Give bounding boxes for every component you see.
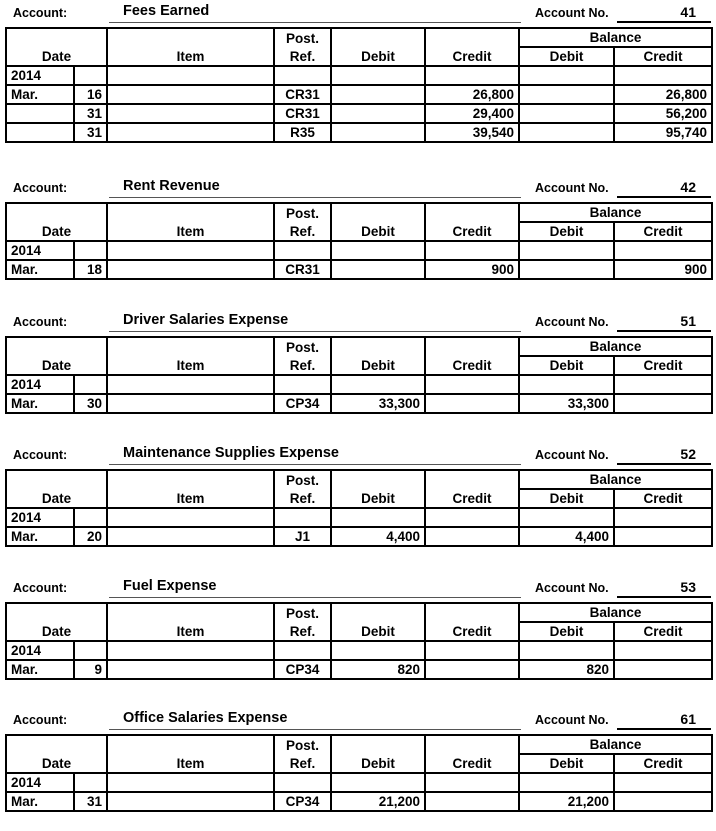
col-header-balance-credit: Credit <box>614 754 712 773</box>
col-header-balance-debit: Debit <box>519 622 614 641</box>
table-row <box>6 394 712 413</box>
account-name-field <box>109 311 521 332</box>
col-header-balance-credit: Credit <box>614 222 712 241</box>
empty-cell <box>519 641 614 660</box>
col-header-balance: Balance <box>519 735 712 754</box>
empty-cell <box>107 773 274 792</box>
empty-cell <box>331 66 425 85</box>
account-no-field <box>617 444 711 465</box>
col-header-date: Date <box>6 28 107 66</box>
col-header-balance: Balance <box>519 28 712 47</box>
account-no-field <box>617 577 711 598</box>
col-header-item: Item <box>107 470 274 508</box>
col-header-item: Item <box>107 603 274 641</box>
empty-cell <box>331 508 425 527</box>
empty-cell <box>425 773 519 792</box>
ledger-table <box>5 469 713 547</box>
empty-cell <box>274 508 331 527</box>
account-name-field <box>109 709 521 730</box>
debit-cell: 33,300 <box>331 394 425 413</box>
empty-cell <box>519 375 614 394</box>
credit-cell: 29,400 <box>425 104 519 123</box>
col-header-ref: Ref. <box>274 356 331 375</box>
col-header-debit: Debit <box>331 203 425 241</box>
ledger-table <box>5 202 713 280</box>
account-no-label: Account No. <box>535 448 609 462</box>
credit-cell: 39,540 <box>425 123 519 142</box>
ledger-account <box>0 444 716 544</box>
empty-cell <box>614 773 712 792</box>
col-header-date: Date <box>6 203 107 241</box>
account-no-label: Account No. <box>535 6 609 20</box>
post-ref-cell: CP34 <box>274 394 331 413</box>
col-header-balance-debit: Debit <box>519 47 614 66</box>
account-number: 53 <box>680 579 696 595</box>
empty-cell <box>107 508 274 527</box>
day-cell: 9 <box>74 660 107 679</box>
ledger-table <box>5 734 713 812</box>
col-header-post: Post. <box>274 603 331 622</box>
account-name-field <box>109 577 521 598</box>
empty-cell <box>274 641 331 660</box>
empty-cell <box>331 641 425 660</box>
empty-cell <box>519 773 614 792</box>
day-cell: 31 <box>74 123 107 142</box>
col-header-item: Item <box>107 735 274 773</box>
col-header-balance: Balance <box>519 470 712 489</box>
table-row <box>6 85 712 104</box>
col-header-credit: Credit <box>425 603 519 641</box>
post-ref-cell: J1 <box>274 527 331 546</box>
col-header-debit: Debit <box>331 603 425 641</box>
balance-credit-cell <box>614 792 712 811</box>
account-label: Account: <box>13 6 68 20</box>
post-ref-cell: CP34 <box>274 792 331 811</box>
day-cell: 31 <box>74 104 107 123</box>
account-no-label: Account No. <box>535 581 609 595</box>
year-row <box>6 66 712 85</box>
balance-credit-cell <box>614 660 712 679</box>
col-header-credit: Credit <box>425 470 519 508</box>
post-ref-cell: R35 <box>274 123 331 142</box>
balance-credit-cell <box>614 527 712 546</box>
item-cell <box>107 85 274 104</box>
item-cell <box>107 123 274 142</box>
col-header-ref: Ref. <box>274 222 331 241</box>
post-ref-cell: CR31 <box>274 260 331 279</box>
col-header-post: Post. <box>274 337 331 356</box>
account-header <box>0 577 716 601</box>
ledger-table <box>5 602 713 680</box>
item-cell <box>107 792 274 811</box>
table-row <box>6 660 712 679</box>
empty-cell <box>425 241 519 260</box>
item-cell <box>107 527 274 546</box>
post-ref-cell: CP34 <box>274 660 331 679</box>
table-row <box>6 527 712 546</box>
table-row <box>6 260 712 279</box>
empty-cell <box>425 66 519 85</box>
account-no-label: Account No. <box>535 181 609 195</box>
month-cell: Mar. <box>6 85 74 104</box>
credit-cell <box>425 792 519 811</box>
debit-cell <box>331 85 425 104</box>
month-cell: Mar. <box>6 792 74 811</box>
balance-credit-cell: 26,800 <box>614 85 712 104</box>
balance-credit-cell: 900 <box>614 260 712 279</box>
empty-cell <box>74 241 107 260</box>
account-header <box>0 709 716 733</box>
credit-cell <box>425 660 519 679</box>
account-no-field <box>617 709 711 730</box>
month-cell <box>6 104 74 123</box>
empty-cell <box>331 375 425 394</box>
account-name: Fees Earned <box>123 3 210 19</box>
col-header-debit: Debit <box>331 337 425 375</box>
account-label: Account: <box>13 448 68 462</box>
item-cell <box>107 394 274 413</box>
header-row-top <box>6 735 712 754</box>
col-header-post: Post. <box>274 203 331 222</box>
col-header-balance-debit: Debit <box>519 222 614 241</box>
ledger-account <box>0 311 716 411</box>
credit-cell: 900 <box>425 260 519 279</box>
balance-debit-cell: 4,400 <box>519 527 614 546</box>
col-header-debit: Debit <box>331 735 425 773</box>
empty-cell <box>74 508 107 527</box>
credit-cell: 26,800 <box>425 85 519 104</box>
debit-cell <box>331 260 425 279</box>
month-cell: Mar. <box>6 394 74 413</box>
header-row-top <box>6 203 712 222</box>
col-header-ref: Ref. <box>274 489 331 508</box>
credit-cell <box>425 527 519 546</box>
post-ref-cell: CR31 <box>274 104 331 123</box>
balance-debit-cell <box>519 85 614 104</box>
col-header-post: Post. <box>274 470 331 489</box>
month-cell: Mar. <box>6 527 74 546</box>
debit-cell <box>331 104 425 123</box>
empty-cell <box>74 66 107 85</box>
col-header-post: Post. <box>274 28 331 47</box>
col-header-balance-credit: Credit <box>614 47 712 66</box>
year-cell: 2014 <box>6 375 74 394</box>
account-no-label: Account No. <box>535 713 609 727</box>
empty-cell <box>107 241 274 260</box>
debit-cell: 820 <box>331 660 425 679</box>
item-cell <box>107 660 274 679</box>
col-header-credit: Credit <box>425 28 519 66</box>
col-header-balance-credit: Credit <box>614 489 712 508</box>
account-no-field <box>617 2 711 23</box>
balance-debit-cell: 21,200 <box>519 792 614 811</box>
empty-cell <box>274 375 331 394</box>
empty-cell <box>519 508 614 527</box>
col-header-ref: Ref. <box>274 754 331 773</box>
header-row-top <box>6 28 712 47</box>
header-row-top <box>6 337 712 356</box>
empty-cell <box>331 773 425 792</box>
empty-cell <box>107 641 274 660</box>
debit-cell <box>331 123 425 142</box>
empty-cell <box>425 375 519 394</box>
col-header-date: Date <box>6 603 107 641</box>
table-row <box>6 123 712 142</box>
empty-cell <box>74 773 107 792</box>
col-header-credit: Credit <box>425 203 519 241</box>
account-number: 52 <box>680 446 696 462</box>
empty-cell <box>425 508 519 527</box>
col-header-balance-debit: Debit <box>519 356 614 375</box>
ledger-account <box>0 577 716 677</box>
col-header-item: Item <box>107 203 274 241</box>
account-name-field <box>109 177 521 198</box>
empty-cell <box>614 375 712 394</box>
debit-cell: 21,200 <box>331 792 425 811</box>
account-label: Account: <box>13 181 68 195</box>
balance-credit-cell <box>614 394 712 413</box>
day-cell: 16 <box>74 85 107 104</box>
balance-debit-cell <box>519 104 614 123</box>
account-header <box>0 311 716 335</box>
empty-cell <box>74 375 107 394</box>
day-cell: 30 <box>74 394 107 413</box>
header-row-top <box>6 603 712 622</box>
col-header-debit: Debit <box>331 28 425 66</box>
day-cell: 18 <box>74 260 107 279</box>
col-header-debit: Debit <box>331 470 425 508</box>
year-cell: 2014 <box>6 66 74 85</box>
col-header-post: Post. <box>274 735 331 754</box>
account-name: Rent Revenue <box>123 178 220 194</box>
post-ref-cell: CR31 <box>274 85 331 104</box>
month-cell: Mar. <box>6 260 74 279</box>
credit-cell <box>425 394 519 413</box>
account-number: 51 <box>680 313 696 329</box>
empty-cell <box>614 508 712 527</box>
account-label: Account: <box>13 581 68 595</box>
col-header-ref: Ref. <box>274 47 331 66</box>
account-header <box>0 177 716 201</box>
year-row <box>6 508 712 527</box>
col-header-balance-debit: Debit <box>519 754 614 773</box>
item-cell <box>107 260 274 279</box>
empty-cell <box>614 641 712 660</box>
account-no-label: Account No. <box>535 315 609 329</box>
account-label: Account: <box>13 315 68 329</box>
debit-cell: 4,400 <box>331 527 425 546</box>
balance-debit-cell <box>519 123 614 142</box>
empty-cell <box>107 375 274 394</box>
account-header <box>0 444 716 468</box>
balance-debit-cell <box>519 260 614 279</box>
empty-cell <box>274 773 331 792</box>
balance-debit-cell: 820 <box>519 660 614 679</box>
col-header-item: Item <box>107 28 274 66</box>
ledger-table <box>5 336 713 414</box>
empty-cell <box>425 641 519 660</box>
year-row <box>6 241 712 260</box>
col-header-item: Item <box>107 337 274 375</box>
balance-credit-cell: 95,740 <box>614 123 712 142</box>
ledger-account <box>0 709 716 809</box>
table-row <box>6 792 712 811</box>
empty-cell <box>614 66 712 85</box>
account-name: Office Salaries Expense <box>123 710 288 726</box>
header-row-top <box>6 470 712 489</box>
col-header-balance-debit: Debit <box>519 489 614 508</box>
col-header-date: Date <box>6 735 107 773</box>
col-header-balance-credit: Credit <box>614 622 712 641</box>
empty-cell <box>74 641 107 660</box>
item-cell <box>107 104 274 123</box>
ledger-table <box>5 27 713 143</box>
col-header-balance: Balance <box>519 203 712 222</box>
empty-cell <box>519 66 614 85</box>
account-no-field <box>617 311 711 332</box>
year-cell: 2014 <box>6 773 74 792</box>
month-cell <box>6 123 74 142</box>
year-cell: 2014 <box>6 508 74 527</box>
balance-credit-cell: 56,200 <box>614 104 712 123</box>
col-header-ref: Ref. <box>274 622 331 641</box>
account-no-field <box>617 177 711 198</box>
month-cell: Mar. <box>6 660 74 679</box>
account-name-field <box>109 2 521 23</box>
table-row <box>6 104 712 123</box>
col-header-date: Date <box>6 470 107 508</box>
empty-cell <box>274 66 331 85</box>
col-header-balance: Balance <box>519 337 712 356</box>
day-cell: 20 <box>74 527 107 546</box>
account-number: 41 <box>680 4 696 20</box>
empty-cell <box>274 241 331 260</box>
year-cell: 2014 <box>6 241 74 260</box>
account-name-field <box>109 444 521 465</box>
year-row <box>6 375 712 394</box>
empty-cell <box>331 241 425 260</box>
col-header-date: Date <box>6 337 107 375</box>
account-header <box>0 2 716 26</box>
account-number: 61 <box>680 711 696 727</box>
col-header-balance: Balance <box>519 603 712 622</box>
year-cell: 2014 <box>6 641 74 660</box>
year-row <box>6 641 712 660</box>
account-label: Account: <box>13 713 68 727</box>
account-name: Maintenance Supplies Expense <box>123 445 339 461</box>
col-header-credit: Credit <box>425 337 519 375</box>
balance-debit-cell: 33,300 <box>519 394 614 413</box>
account-name: Fuel Expense <box>123 578 217 594</box>
account-number: 42 <box>680 179 696 195</box>
empty-cell <box>614 241 712 260</box>
empty-cell <box>519 241 614 260</box>
account-name: Driver Salaries Expense <box>123 312 289 328</box>
empty-cell <box>107 66 274 85</box>
col-header-balance-credit: Credit <box>614 356 712 375</box>
day-cell: 31 <box>74 792 107 811</box>
ledger-account <box>0 2 716 140</box>
col-header-credit: Credit <box>425 735 519 773</box>
ledger-account <box>0 177 716 277</box>
year-row <box>6 773 712 792</box>
